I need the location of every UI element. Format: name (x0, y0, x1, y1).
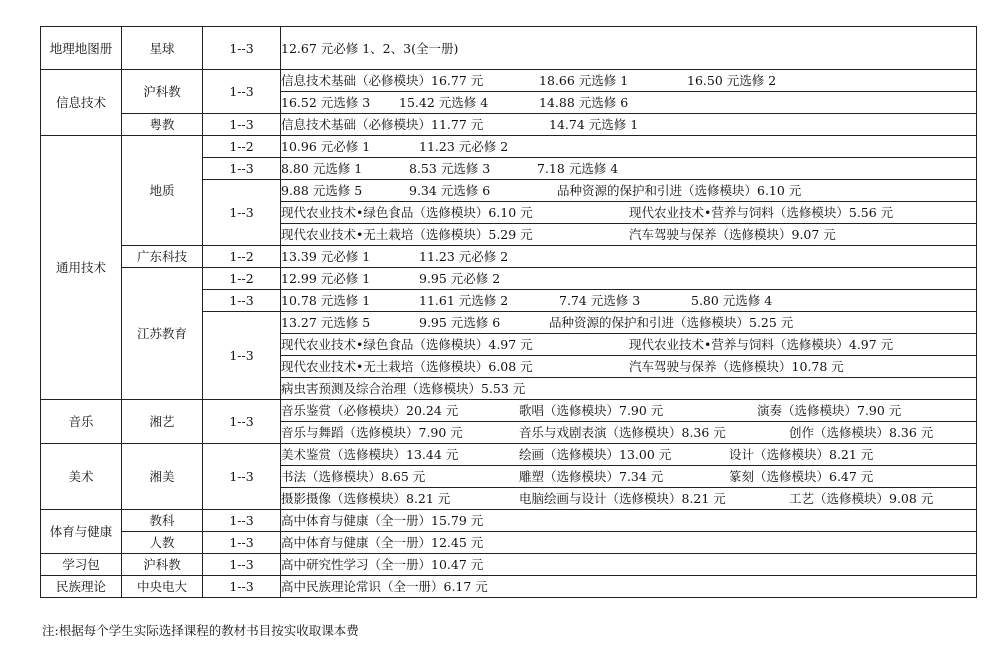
table-row (41, 532, 977, 554)
price-item: 摄影摄像（选修模块）8.21 元 (281, 491, 451, 506)
price-cell (281, 246, 977, 268)
grade-cell: 1--2 (203, 268, 281, 290)
table-row (41, 136, 977, 158)
price-cell (281, 92, 977, 114)
grade-cell: 1--3 (203, 114, 281, 136)
publisher-cell: 江苏教育 (122, 268, 203, 400)
publisher-cell: 星球 (122, 27, 203, 70)
price-item: 9.95 元必修 2 (419, 271, 501, 286)
price-item: 现代农业技术•营养与饲料（选修模块）4.97 元 (629, 337, 894, 352)
price-cell (281, 158, 977, 180)
price-item: 雕塑（选修模块）7.34 元 (519, 469, 664, 484)
price-cell (281, 422, 977, 444)
price-item: 8.80 元选修 1 (281, 161, 363, 176)
price-item: 现代农业技术•绿色食品（选修模块）4.97 元 (281, 337, 533, 352)
grade-cell: 1--3 (203, 158, 281, 180)
price-item: 工艺（选修模块）9.08 元 (789, 491, 934, 506)
price-item: 11.23 元必修 2 (419, 249, 509, 264)
footnote: 注:根据每个学生实际选择课程的教材书目按实收取课本费 (42, 623, 359, 638)
price-item: 9.95 元选修 6 (419, 315, 501, 330)
price-item: 现代农业技术•无土栽培（选修模块）6.08 元 (281, 359, 533, 374)
price-item: 设计（选修模块）8.21 元 (729, 447, 874, 462)
price-item: 高中民族理论常识（全一册）6.17 元 (281, 579, 488, 594)
price-item: 11.23 元必修 2 (419, 139, 509, 154)
price-item: 10.96 元必修 1 (281, 139, 371, 154)
table-row (41, 400, 977, 422)
price-cell (281, 532, 977, 554)
price-item: 音乐鉴赏（必修模块）20.24 元 (281, 403, 459, 418)
price-item: 13.39 元必修 1 (281, 249, 371, 264)
price-cell (281, 488, 977, 510)
price-cell (281, 554, 977, 576)
price-item: 音乐与舞蹈（选修模块）7.90 元 (281, 425, 463, 440)
grade-cell: 1--2 (203, 246, 281, 268)
table-row (41, 70, 977, 92)
price-item: 15.42 元选修 4 (399, 95, 489, 110)
table-row (41, 268, 977, 290)
price-cell (281, 312, 977, 334)
grade-cell: 1--3 (203, 400, 281, 444)
price-item: 音乐与戏剧表演（选修模块）8.36 元 (519, 425, 726, 440)
price-item: 16.50 元选修 2 (687, 73, 777, 88)
price-item: 16.52 元选修 3 (281, 95, 371, 110)
price-item: 品种资源的保护和引进（选修模块）5.25 元 (549, 315, 794, 330)
price-item: 现代农业技术•绿色食品（选修模块）6.10 元 (281, 205, 533, 220)
price-item: 14.88 元选修 6 (539, 95, 629, 110)
price-item: 8.53 元选修 3 (409, 161, 491, 176)
publisher-cell: 沪科教 (122, 554, 203, 576)
price-cell (281, 202, 977, 224)
price-item: 美术鉴赏（选修模块）13.44 元 (281, 447, 459, 462)
price-item: 现代农业技术•无土栽培（选修模块）5.29 元 (281, 227, 533, 242)
price-item: 病虫害预测及综合治理（选修模块）5.53 元 (281, 381, 526, 396)
price-item: 13.27 元选修 5 (281, 315, 371, 330)
price-item: 14.74 元选修 1 (549, 117, 639, 132)
price-item: 创作（选修模块）8.36 元 (789, 425, 934, 440)
price-cell (281, 356, 977, 378)
price-cell (281, 224, 977, 246)
subject-cell: 学习包 (41, 554, 122, 576)
price-cell (281, 576, 977, 598)
grade-cell: 1--3 (203, 444, 281, 510)
price-cell (281, 466, 977, 488)
price-item: 高中体育与健康（全一册）15.79 元 (281, 513, 484, 528)
publisher-cell: 沪科教 (122, 70, 203, 114)
price-cell (281, 27, 977, 70)
grade-cell: 1--3 (203, 532, 281, 554)
publisher-cell: 广东科技 (122, 246, 203, 268)
subject-cell: 音乐 (41, 400, 122, 444)
grade-cell: 1--3 (203, 312, 281, 400)
price-cell (281, 290, 977, 312)
publisher-cell: 湘美 (122, 444, 203, 510)
price-item: 汽车驾驶与保养（选修模块）9.07 元 (629, 227, 836, 242)
publisher-cell: 湘艺 (122, 400, 203, 444)
publisher-cell: 地质 (122, 136, 203, 246)
price-item: 高中研究性学习（全一册）10.47 元 (281, 557, 484, 572)
price-cell (281, 400, 977, 422)
table-row (41, 576, 977, 598)
subject-cell: 体育与健康 (41, 510, 122, 554)
publisher-cell: 粤教 (122, 114, 203, 136)
grade-cell: 1--3 (203, 510, 281, 532)
price-item: 书法（选修模块）8.65 元 (281, 469, 426, 484)
price-item: 9.88 元选修 5 (281, 183, 363, 198)
price-item: 篆刻（选修模块）6.47 元 (729, 469, 874, 484)
price-item: 7.74 元选修 3 (559, 293, 641, 308)
price-cell (281, 136, 977, 158)
price-item: 高中体育与健康（全一册）12.45 元 (281, 535, 484, 550)
price-item: 电脑绘画与设计（选修模块）8.21 元 (519, 491, 726, 506)
grade-cell: 1--3 (203, 554, 281, 576)
table-row (41, 27, 977, 70)
price-item: 品种资源的保护和引进（选修模块）6.10 元 (557, 183, 802, 198)
price-item: 5.80 元选修 4 (691, 293, 773, 308)
subject-cell: 通用技术 (41, 136, 122, 400)
grade-cell: 1--2 (203, 136, 281, 158)
price-cell (281, 510, 977, 532)
price-cell (281, 70, 977, 92)
price-item: 18.66 元选修 1 (539, 73, 629, 88)
price-cell (281, 378, 977, 400)
price-item: 歌唱（选修模块）7.90 元 (519, 403, 664, 418)
price-item: 绘画（选修模块）13.00 元 (519, 447, 672, 462)
table-row (41, 444, 977, 466)
publisher-cell: 教科 (122, 510, 203, 532)
price-cell (281, 268, 977, 290)
subject-cell: 地理地图册 (41, 27, 122, 70)
table-row (41, 246, 977, 268)
grade-cell: 1--3 (203, 576, 281, 598)
price-item: 9.34 元选修 6 (409, 183, 491, 198)
grade-cell: 1--3 (203, 70, 281, 114)
price-item: 10.78 元选修 1 (281, 293, 371, 308)
price-cell (281, 334, 977, 356)
price-item: 11.61 元选修 2 (419, 293, 509, 308)
textbook-price-table (40, 26, 977, 598)
price-item: 信息技术基础（必修模块）11.77 元 (281, 117, 484, 132)
price-item: 信息技术基础（必修模块）16.77 元 (281, 73, 484, 88)
price-cell (281, 444, 977, 466)
grade-cell: 1--3 (203, 180, 281, 246)
grade-cell: 1--3 (203, 290, 281, 312)
price-item: 7.18 元选修 4 (537, 161, 619, 176)
subject-cell: 信息技术 (41, 70, 122, 136)
table-row (41, 114, 977, 136)
price-item: 12.99 元必修 1 (281, 271, 371, 286)
price-cell (281, 180, 977, 202)
subject-cell: 美术 (41, 444, 122, 510)
grade-cell: 1--3 (203, 27, 281, 70)
subject-cell: 民族理论 (41, 576, 122, 598)
publisher-cell: 人教 (122, 532, 203, 554)
price-item: 演奏（选修模块）7.90 元 (757, 403, 902, 418)
table-row (41, 510, 977, 532)
price-item: 12.67 元必修 1、2、3(全一册) (281, 40, 459, 56)
publisher-cell: 中央电大 (122, 576, 203, 598)
price-item: 汽车驾驶与保养（选修模块）10.78 元 (629, 359, 844, 374)
price-item: 现代农业技术•营养与饲料（选修模块）5.56 元 (629, 205, 894, 220)
table-row (41, 554, 977, 576)
price-cell (281, 114, 977, 136)
